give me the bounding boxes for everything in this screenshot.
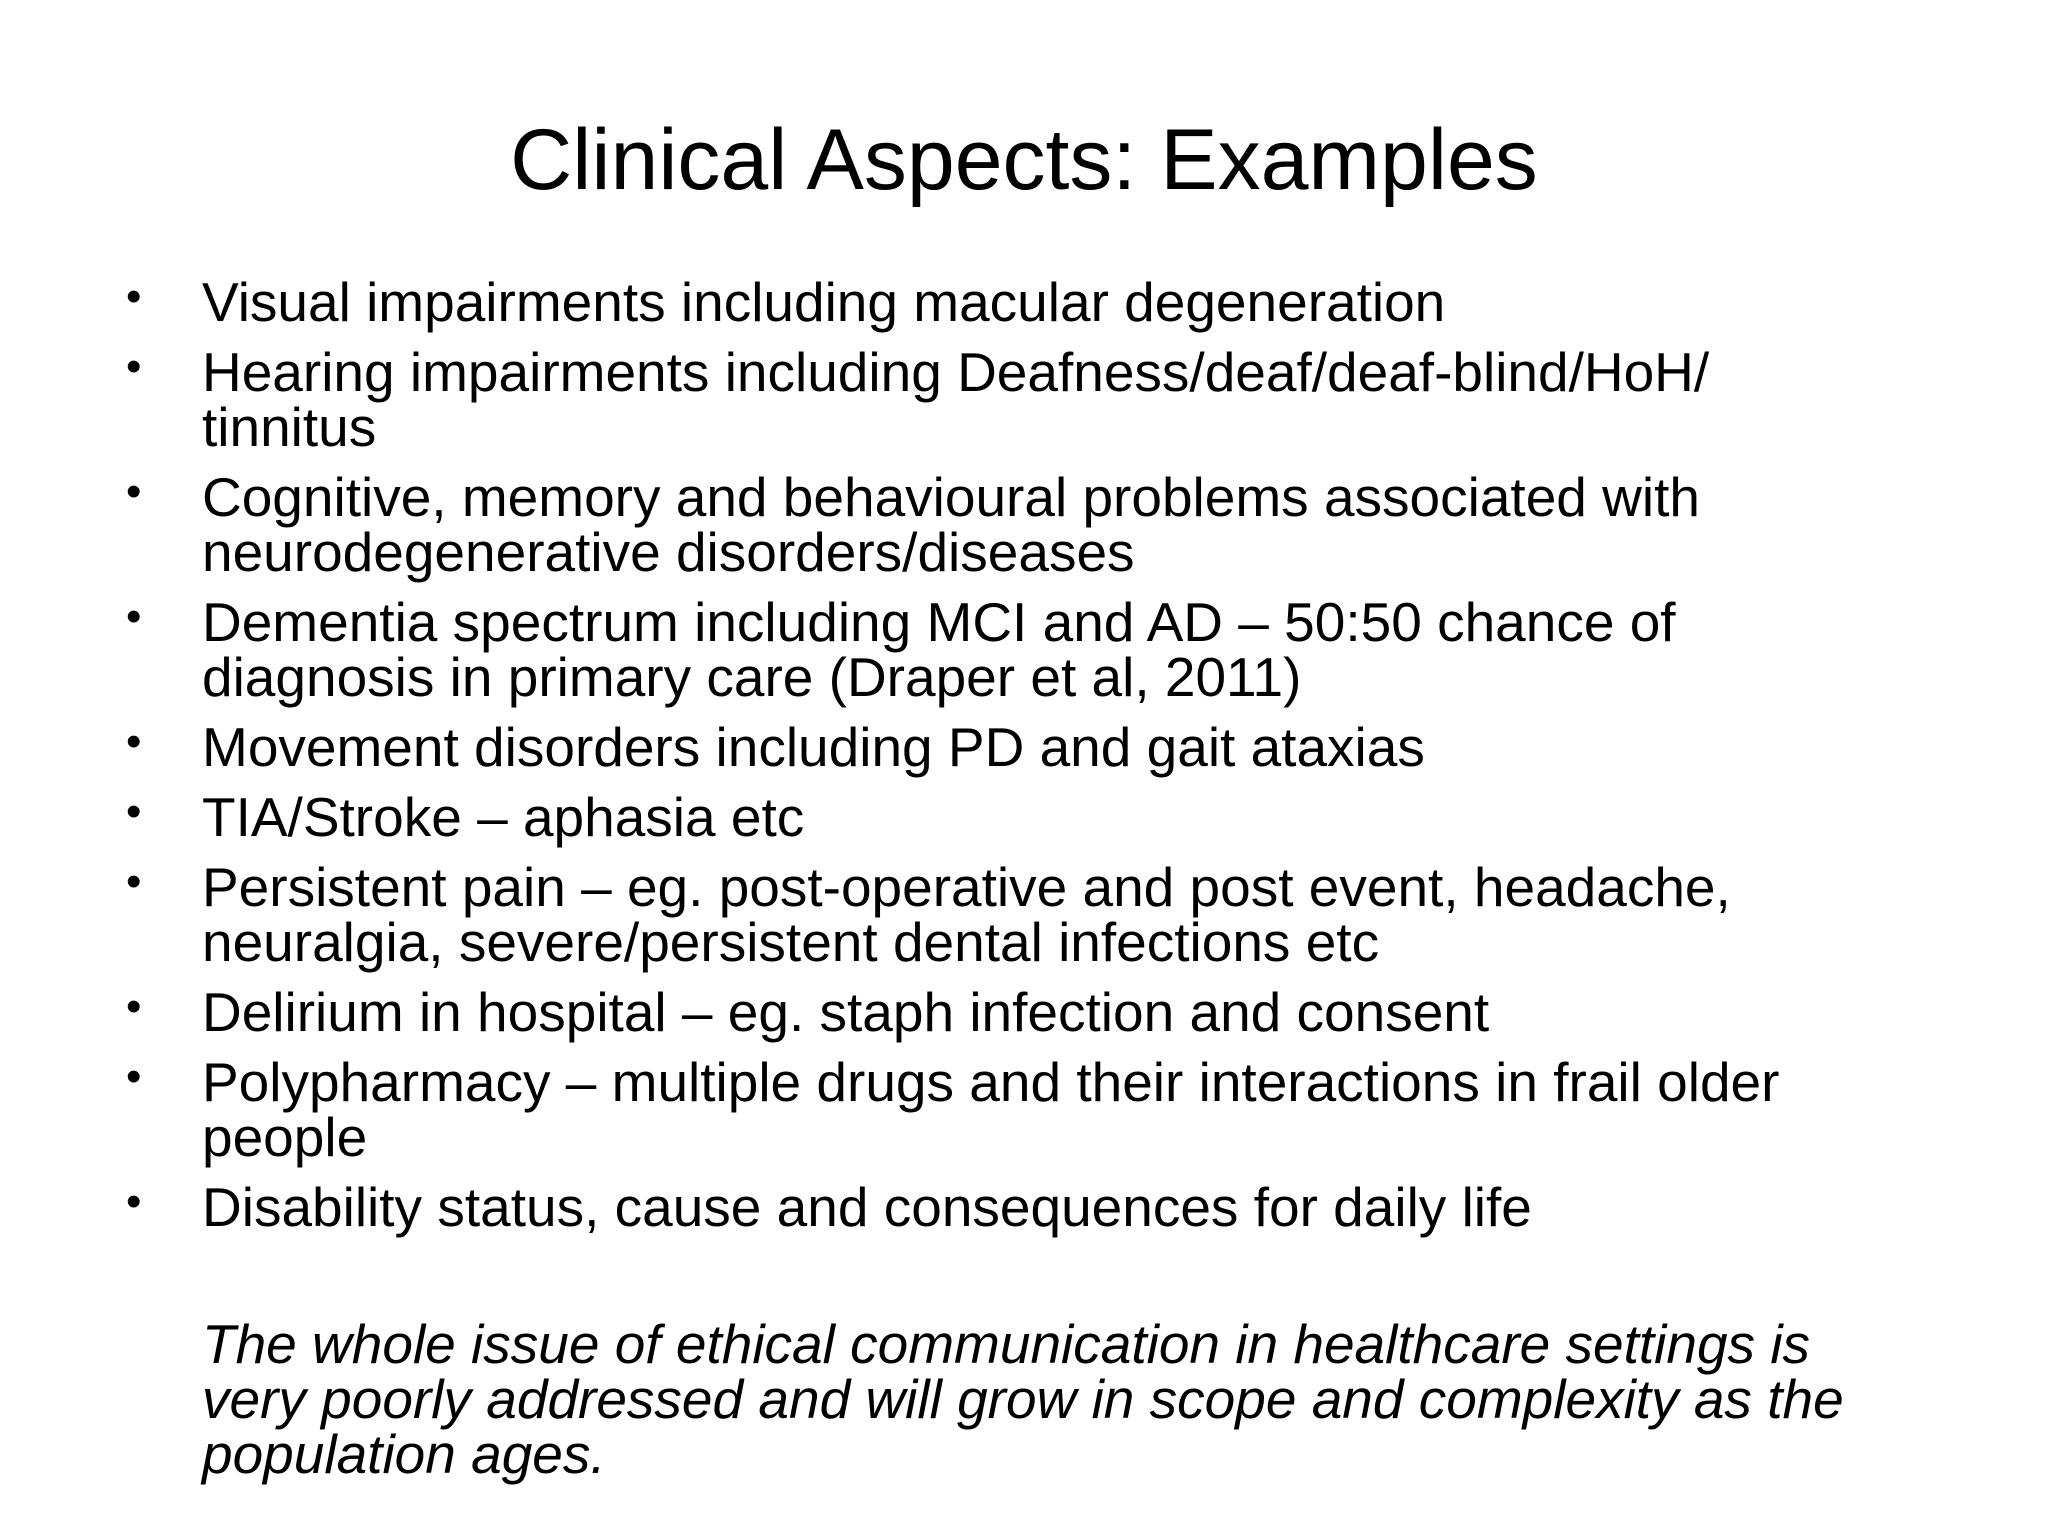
- bullet-item: [126, 1051, 1902, 1168]
- note-line: very poorly addressed and will grow in scope and complexity as the: [202, 1368, 1844, 1430]
- bullet-text: diagnosis in primary care (Draper et al, 2011): [202, 646, 1302, 708]
- bullet-dot: •: [126, 1177, 142, 1226]
- bullet-text: neurodegenerative disorders/diseases: [202, 521, 1135, 583]
- bullet-text: Dementia spectrum including MCI and AD – 50:50 chance of: [202, 591, 1676, 653]
- bullet-dot: •: [126, 592, 142, 641]
- note-line: population ages.: [202, 1423, 606, 1485]
- bullet-text: Polypharmacy – multiple drugs and their interactions in frail older: [202, 1051, 1780, 1113]
- bullet-text: Disability status, cause and consequences for daily life: [202, 1176, 1532, 1238]
- bullet-text: Delirium in hospital – eg. staph infection and consent: [202, 981, 1490, 1043]
- bullet-text: Visual impairments including macular degeneration: [202, 271, 1446, 333]
- bullet-item: [126, 716, 1902, 778]
- bullet-text: TIA/Stroke – aphasia etc: [202, 786, 805, 848]
- note-line: The whole issue of ethical communication in healthcare settings is: [202, 1313, 1811, 1375]
- bullet-text: Persistent pain – eg. post-operative and post event, headache,: [202, 856, 1731, 918]
- slide-title: Clinical Aspects: Examples: [510, 112, 1538, 208]
- bullet-text: Cognitive, memory and behavioural problems associated with: [202, 466, 1700, 528]
- bullet-text: people: [202, 1106, 368, 1168]
- bullet-item: [126, 856, 1902, 973]
- bullet-dot: •: [126, 342, 142, 391]
- bullet-item: [126, 981, 1902, 1043]
- bullet-item: [126, 271, 1902, 333]
- bullet-item: [126, 1176, 1902, 1238]
- bullet-item: [126, 591, 1902, 708]
- bullet-item: [126, 786, 1902, 848]
- closing-note: [202, 1313, 2002, 1485]
- bullet-text: neuralgia, severe/persistent dental infections etc: [202, 911, 1380, 973]
- bullet-item: [126, 466, 1902, 583]
- bullet-dot: •: [126, 787, 142, 836]
- bullet-text: tinnitus: [202, 396, 377, 458]
- bullet-text: Hearing impairments including Deafness/deaf/deaf-blind/HoH/: [202, 341, 1710, 403]
- bullet-dot: •: [126, 857, 142, 906]
- bullet-dot: •: [126, 1052, 142, 1101]
- bullet-text: Movement disorders including PD and gait ataxias: [202, 716, 1425, 778]
- bullet-item: [126, 341, 1902, 458]
- bullet-dot: •: [126, 467, 142, 516]
- bullet-dot: •: [126, 982, 142, 1031]
- bullet-dot: •: [126, 272, 142, 321]
- bullet-dot: •: [126, 717, 142, 766]
